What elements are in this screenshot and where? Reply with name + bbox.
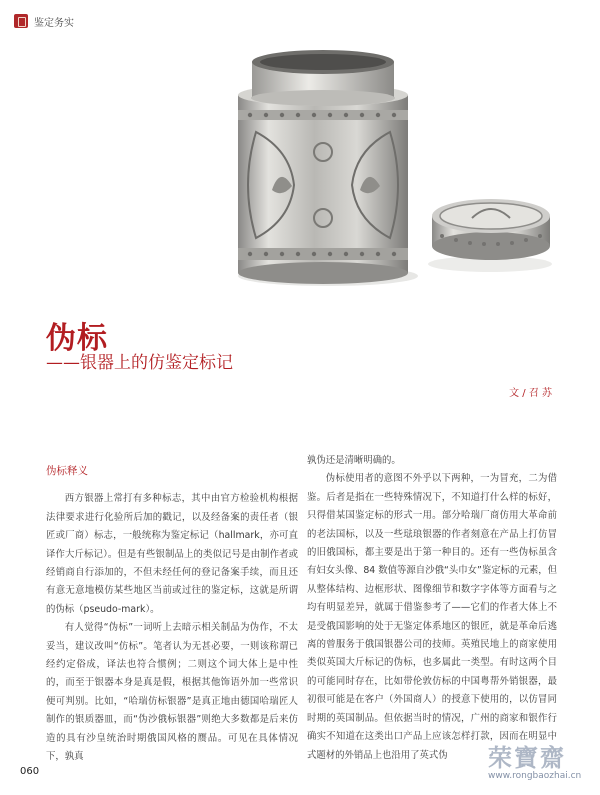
body-paragraph: 西方银器上常打有多种标志，其中由官方检验机构根据法律要求进行化验所后加的戳记，以及经备案的责任者（银匠或厂商）标志，一般统称为鉴定标记（hallmark，亦可直译作大斤标记）。但是有些银制品上的类似记号是由制作者或经销商自行添加的，不但未经任何的登记备案手续，而且还有意无意地模仿某些地区当前或过往的鉴定标，这就是所谓的伪标（pseudo-mark）。 [46,493,298,615]
section-heading: 伪标释义 [46,465,88,477]
publication-logo-icon [14,14,28,28]
right-column [307,452,557,765]
left-column [46,462,298,767]
silver-tea-caddy-photo [210,40,590,310]
article-author: 文 / 召 苏 [509,388,552,399]
body-paragraph: 伪标使用者的意图不外乎以下两种，一为冒充，二为借鉴。后者是指在一些特殊情况下，不知道打什么样的标好，只得借某国鉴定标的形式一用。部分哈瑞厂商仿用大革命前的老法国标，以及一些琺琅银器的作者刻意在产品上打仿冒的旧俄国标，都主要是出于第一种目的。还有一些伪标虽含有妇女头像、84 数值等源自沙俄“头巾女”鉴定标的元素，但从整体结构、边框形状、图像细节和数字字体等方面看与之均有明显差异，就属于借鉴参考了——它们的作者大体上不是受俄国影响的处于无鉴定体系地区的银匠，就是革命后逃离的曾服务于俄国银器公司的技师。英殖民地上的商家使用类似英国大斤标记的伪标，也多属此一类型。有时这两个目的可能同时存在，比如带伦敦仿标的中国粤帮外销银器，最初很可能是在客户（外国商人）的授意下使用的，以仿冒同时期的英国制品。但依据当时的情况，广州的商家和银作行确实不知道在这类出口产品上应该怎样打款，因而在明显中式题材的外销品上也沿用了英式伪 [307,473,557,761]
article-subtitle: ——银器上的仿鉴定标记 [46,353,233,373]
body-paragraph: 有人觉得“伪标”一词听上去暗示相关制品为伪作，不太妥当，建议改叫“仿标”。笔者认为无甚必要，一则该称谓已经约定俗成，译法也符合惯例；二则这个词大体上是中性的，而至于银器本身是真是假，根据其他饰语外加一些常识便可判别。比如，“哈瑞仿标银器”是真正地由德国哈瑞匠人制作的银质器皿，而“伪沙俄标银器”则绝大多数都是后来仿造的具有沙皇统治时期俄国风格的赝品。可见在具体情况下，孰真 [46,622,298,763]
body-paragraph: 孰伪还是清晰明确的。 [307,455,401,466]
watermark [488,738,594,788]
watermark-url: www.rongbaozhai.cn [488,771,582,781]
watermark-logo: 荣寶齋 [488,744,566,772]
page-number: 060 [20,766,40,777]
running-header [14,12,74,30]
article-title: 伪标 [46,321,108,356]
section-label: 鉴定务实 [34,17,74,29]
